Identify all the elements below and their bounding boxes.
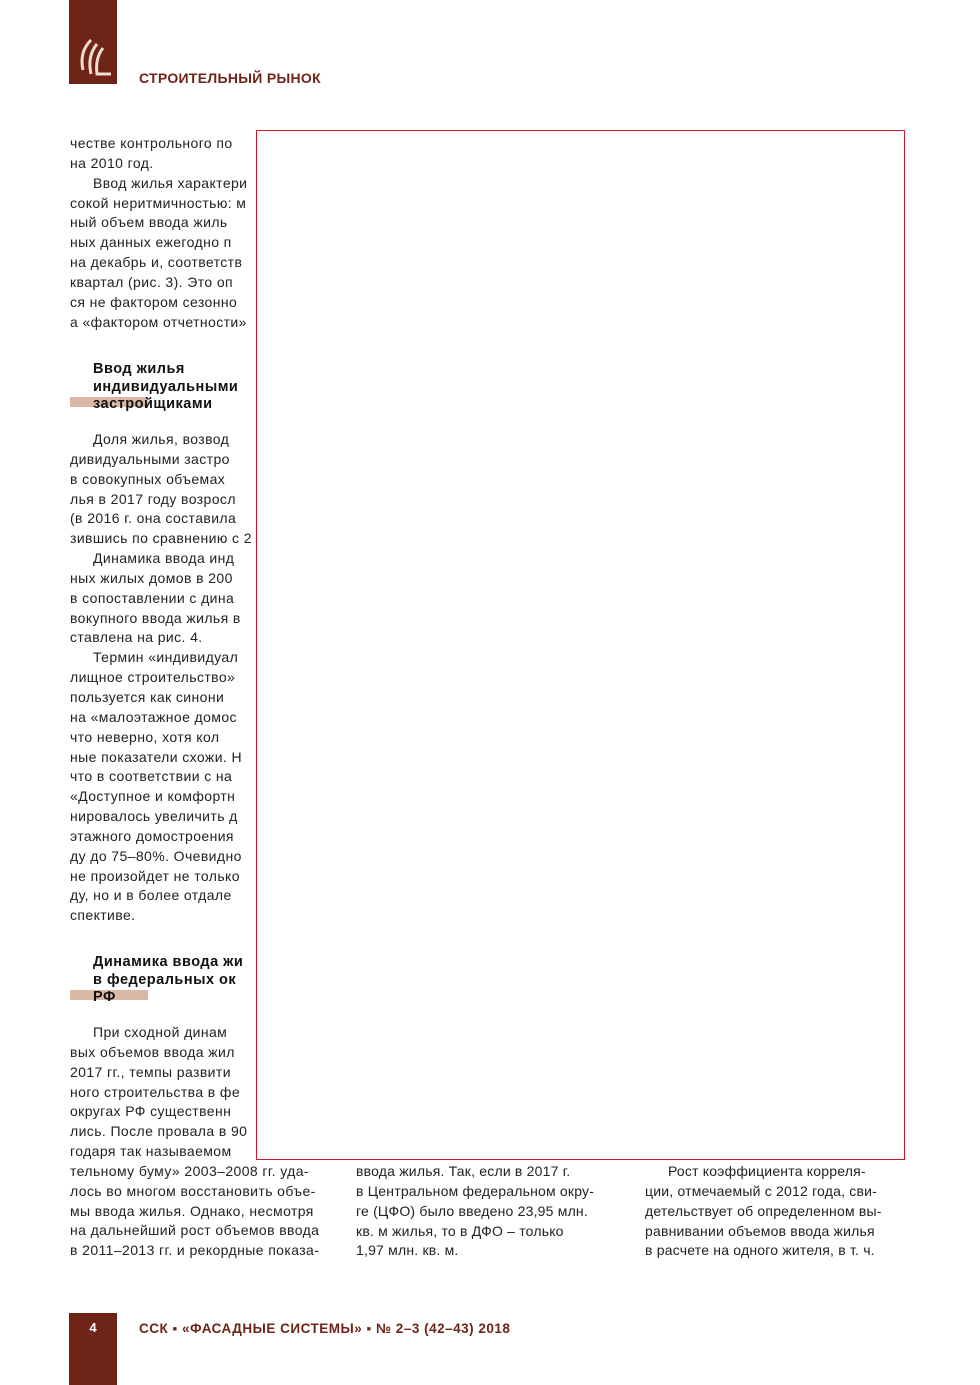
text-line: (в 2016 г. она составила bbox=[70, 510, 237, 527]
text-line: спективе. bbox=[70, 907, 136, 924]
text-line: равнивании объемов ввода жилья bbox=[645, 1222, 875, 1239]
text-line: 1,97 млн. кв. м. bbox=[356, 1242, 459, 1259]
text-line: в совокупных объемах bbox=[70, 470, 226, 487]
heading-line: застройщиками bbox=[93, 396, 213, 412]
text-line: сокой неритмичностью: м bbox=[70, 194, 247, 211]
text-line: не произойдет не только bbox=[70, 867, 240, 884]
text-line: в сопоставлении с дина bbox=[70, 589, 235, 606]
publisher-logo-icon bbox=[69, 0, 117, 84]
section-heading-federal-districts bbox=[93, 954, 243, 1007]
text-line: лись. После провала в 90 bbox=[70, 1123, 248, 1140]
text-line: ду до 75–80%. Очевидно bbox=[70, 847, 242, 864]
heading-line: Ввод жилья bbox=[93, 361, 185, 377]
text-line: лищное строительство» bbox=[70, 669, 236, 686]
text-line: лья в 2017 году возросл bbox=[70, 490, 236, 507]
heading-line: РФ bbox=[93, 989, 116, 1005]
text-line: ду, но и в более отдале bbox=[70, 887, 232, 904]
text-line: Динамика ввода инд bbox=[93, 550, 235, 567]
text-line: кв. м жилья, то в ДФО – только bbox=[356, 1222, 564, 1239]
text-line: Рост коэффициента корреля- bbox=[668, 1163, 866, 1179]
journal-footer: ССК ▪ «ФАСАДНЫЕ СИСТЕМЫ» ▪ № 2–3 (42–43) 2018 bbox=[139, 1321, 511, 1336]
text-line: тельному буму» 2003–2008 гг. уда- bbox=[70, 1162, 309, 1179]
text-line: что неверно, хотя кол bbox=[70, 728, 220, 745]
text-line: пользуется как синони bbox=[70, 688, 225, 705]
text-line: в расчете на одного жителя, в т. ч. bbox=[645, 1242, 875, 1259]
text-line: квартал (рис. 3). Это оп bbox=[70, 273, 234, 290]
text-line: ввода жилья. Так, если в 2017 г. bbox=[356, 1163, 571, 1179]
text-line: ных жилых домов в 200 bbox=[70, 569, 233, 586]
text-line: ге (ЦФО) было введено 23,95 млн. bbox=[356, 1202, 588, 1219]
text-line: ных данных ежегодно п bbox=[70, 234, 232, 251]
text-line: в 2011–2013 гг. и рекордные показа- bbox=[70, 1242, 320, 1259]
text-line: 2017 гг., темпы развити bbox=[70, 1063, 231, 1080]
text-line: лось во многом восстановить объе- bbox=[70, 1182, 316, 1199]
text-line: дивидуальными застро bbox=[70, 450, 230, 467]
text-line: ного строительства в фе bbox=[70, 1083, 241, 1100]
text-line: детельствует об определенном вы- bbox=[645, 1202, 882, 1219]
text-line: ные показатели схожи. Н bbox=[70, 748, 242, 765]
heading-line: в федеральных ок bbox=[93, 971, 237, 988]
text-line: на декабрь и, соответств bbox=[70, 254, 243, 271]
text-line: честве контрольного по bbox=[70, 135, 233, 151]
page-number: 4 bbox=[89, 1320, 97, 1335]
body-text-col1-top bbox=[70, 134, 247, 332]
section-heading-individual-builders bbox=[93, 361, 238, 414]
text-line: годаря так называемом bbox=[70, 1143, 232, 1160]
redacted-figure-box bbox=[256, 130, 905, 1160]
text-line: что в соответствии с на bbox=[70, 768, 233, 785]
text-line: При сходной динам bbox=[93, 1024, 228, 1040]
text-line: на «малоэтажное домос bbox=[70, 708, 237, 725]
text-line: в Центральном федеральном окру- bbox=[356, 1182, 595, 1199]
section-title: СТРОИТЕЛЬНЫЙ РЫНОК bbox=[139, 70, 321, 86]
text-line: ся не фактором сезонно bbox=[70, 293, 238, 310]
text-line: «Доступное и комфортн bbox=[70, 788, 236, 805]
text-line: вых объемов ввода жил bbox=[70, 1043, 235, 1060]
text-line: ный объем ввода жиль bbox=[70, 214, 228, 231]
text-line: ции, отмечаемый с 2012 года, сви- bbox=[645, 1182, 877, 1199]
body-text-col2-bottom bbox=[356, 1162, 594, 1261]
heading-line: индивидуальными bbox=[93, 378, 239, 395]
text-line: ставлена на рис. 4. bbox=[70, 629, 203, 646]
text-line: Доля жилья, возвод bbox=[93, 431, 230, 447]
publisher-logo bbox=[69, 0, 117, 84]
text-line: округах РФ существенн bbox=[70, 1103, 232, 1120]
text-line: мы ввода жилья. Однако, несмотря bbox=[70, 1202, 314, 1219]
body-text-col3-bottom bbox=[645, 1162, 882, 1261]
text-line: на 2010 год. bbox=[70, 154, 154, 171]
heading-line: Динамика ввода жи bbox=[93, 954, 244, 970]
text-line: этажного домостроения bbox=[70, 827, 234, 844]
text-line: на дальнейший рост объемов ввода bbox=[70, 1222, 320, 1239]
text-line: а «фактором отчетности» bbox=[70, 313, 247, 330]
text-line: зившись по сравнению с 2 bbox=[70, 530, 252, 547]
text-line: Термин «индивидуал bbox=[93, 649, 239, 666]
text-line: Ввод жилья характери bbox=[93, 174, 248, 191]
text-line: вокупного ввода жилья в bbox=[70, 609, 241, 626]
body-text-col1-mid bbox=[70, 430, 252, 926]
text-line: нировалось увеличить д bbox=[70, 808, 238, 825]
